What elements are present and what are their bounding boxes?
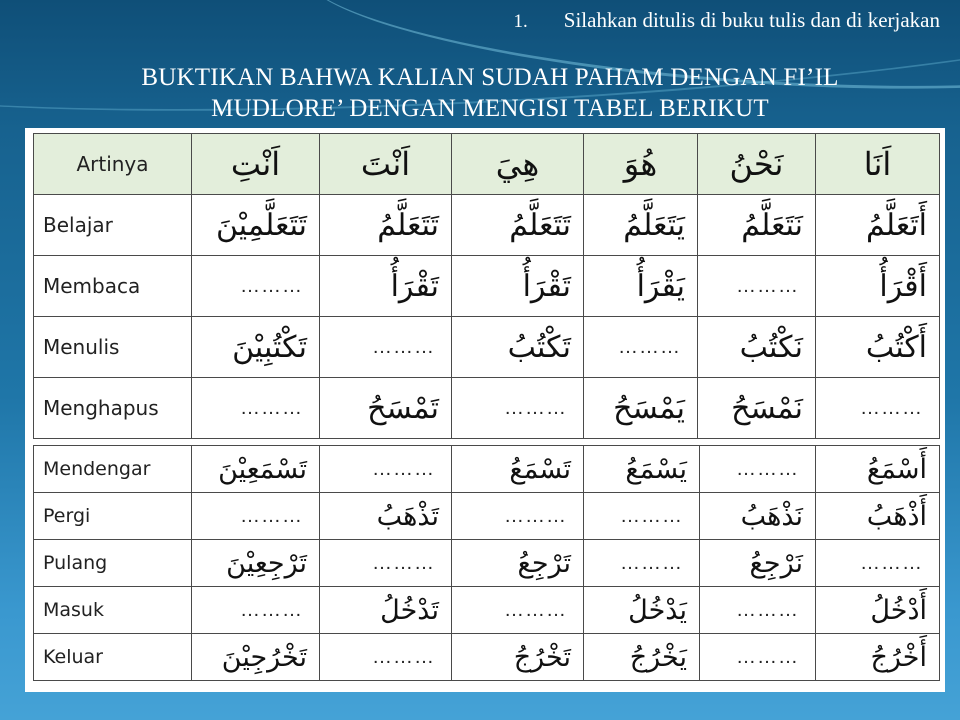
table-cell: تَكْتُبُ xyxy=(452,317,584,378)
table-cell: نَتَعَلَّمُ xyxy=(698,195,816,256)
slide-title xyxy=(0,62,960,124)
blank-cell: ……… xyxy=(192,256,320,317)
table-cell: يَخْرُجُ xyxy=(584,634,700,681)
table-cell: أَقْرَأُ xyxy=(816,256,940,317)
header-artinya: Artinya xyxy=(34,134,192,195)
header-nahnu: نَحْنُ xyxy=(698,134,816,195)
table-row xyxy=(34,587,940,634)
table-cell: تَسْمَعُ xyxy=(452,446,584,493)
table-cell: نَكْتُبُ xyxy=(698,317,816,378)
header-ana: اَنَا xyxy=(816,134,940,195)
table-cell: تَخْرُجِيْنَ xyxy=(192,634,320,681)
table-cell: أَذْهَبُ xyxy=(816,493,940,540)
slide-title-line2: MUDLORE’ DENGAN MENGISI TABEL BERIKUT xyxy=(211,95,769,122)
table-cell: تَمْسَحُ xyxy=(320,378,452,439)
header-anta: اَنْتَ xyxy=(320,134,452,195)
table-cell: أَدْخُلُ xyxy=(816,587,940,634)
table-cell: تَتَعَلَّمِيْنَ xyxy=(192,195,320,256)
table-cell: تَذْهَبُ xyxy=(320,493,452,540)
table-cell: يَدْخُلُ xyxy=(584,587,700,634)
table-cell: نَرْجِعُ xyxy=(700,540,816,587)
table-cell: أَكْتُبُ xyxy=(816,317,940,378)
header-huwa: هُوَ xyxy=(584,134,698,195)
blank-cell: ……… xyxy=(320,540,452,587)
table-row xyxy=(34,378,940,439)
table-cell: أَتَعَلَّمُ xyxy=(816,195,940,256)
row-label: Pergi xyxy=(34,493,192,540)
table-row xyxy=(34,446,940,493)
table-cell: أَخْرُجُ xyxy=(816,634,940,681)
blank-cell: ……… xyxy=(192,493,320,540)
blank-cell: ……… xyxy=(320,634,452,681)
row-label: Pulang xyxy=(34,540,192,587)
table-header-row xyxy=(34,134,940,195)
table-cell: تَقْرَأُ xyxy=(320,256,452,317)
conjugation-table-top xyxy=(33,133,940,439)
table-cell: تَدْخُلُ xyxy=(320,587,452,634)
blank-cell: ……… xyxy=(816,378,940,439)
blank-cell: ……… xyxy=(584,540,700,587)
blank-cell: ……… xyxy=(320,317,452,378)
table-row xyxy=(34,493,940,540)
table-cell: يَقْرَأُ xyxy=(584,256,698,317)
table-cell: تَرْجِعُ xyxy=(452,540,584,587)
blank-cell: ……… xyxy=(192,378,320,439)
slide-title-line1: BUKTIKAN BAHWA KALIAN SUDAH PAHAM DENGAN FI’IL xyxy=(141,64,839,91)
row-label: Menulis xyxy=(34,317,192,378)
table-cell: تَسْمَعِيْنَ xyxy=(192,446,320,493)
table-cell: يَمْسَحُ xyxy=(584,378,698,439)
row-label: Keluar xyxy=(34,634,192,681)
blank-cell: ……… xyxy=(584,317,698,378)
table-cell: أَسْمَعُ xyxy=(816,446,940,493)
table-cell: تَرْجِعِيْنَ xyxy=(192,540,320,587)
table-cell: تَقْرَأُ xyxy=(452,256,584,317)
conjugation-table-bottom xyxy=(33,445,940,681)
header-hiya: هِيَ xyxy=(452,134,584,195)
blank-cell: ……… xyxy=(700,446,816,493)
blank-cell: ……… xyxy=(452,587,584,634)
row-label: Mendengar xyxy=(34,446,192,493)
table-cell: تَكْتُبِيْنَ xyxy=(192,317,320,378)
table-cell: نَمْسَحُ xyxy=(698,378,816,439)
table-cell: تَخْرُجُ xyxy=(452,634,584,681)
table-cell: تَتَعَلَّمُ xyxy=(452,195,584,256)
blank-cell: ……… xyxy=(192,587,320,634)
row-label: Masuk xyxy=(34,587,192,634)
blank-cell: ……… xyxy=(700,587,816,634)
table-cell: تَتَعَلَّمُ xyxy=(320,195,452,256)
table-cell: نَذْهَبُ xyxy=(700,493,816,540)
table-row xyxy=(34,540,940,587)
blank-cell: ……… xyxy=(452,378,584,439)
blank-cell: ……… xyxy=(320,446,452,493)
row-label: Belajar xyxy=(34,195,192,256)
blank-cell: ……… xyxy=(698,256,816,317)
table-cell: يَتَعَلَّمُ xyxy=(584,195,698,256)
row-label: Membaca xyxy=(34,256,192,317)
table-row xyxy=(34,195,940,256)
row-label: Menghapus xyxy=(34,378,192,439)
instruction-text: Silahkan ditulis di buku tulis dan di kerjakan xyxy=(563,8,940,32)
table-cell: يَسْمَعُ xyxy=(584,446,700,493)
instruction-line xyxy=(0,8,940,33)
table-row xyxy=(34,256,940,317)
blank-cell: ……… xyxy=(452,493,584,540)
instruction-number: 1. xyxy=(513,11,528,32)
table-row xyxy=(34,317,940,378)
header-anti: اَنْتِ xyxy=(192,134,320,195)
blank-cell: ……… xyxy=(584,493,700,540)
table-row xyxy=(34,634,940,681)
blank-cell: ……… xyxy=(816,540,940,587)
blank-cell: ……… xyxy=(700,634,816,681)
